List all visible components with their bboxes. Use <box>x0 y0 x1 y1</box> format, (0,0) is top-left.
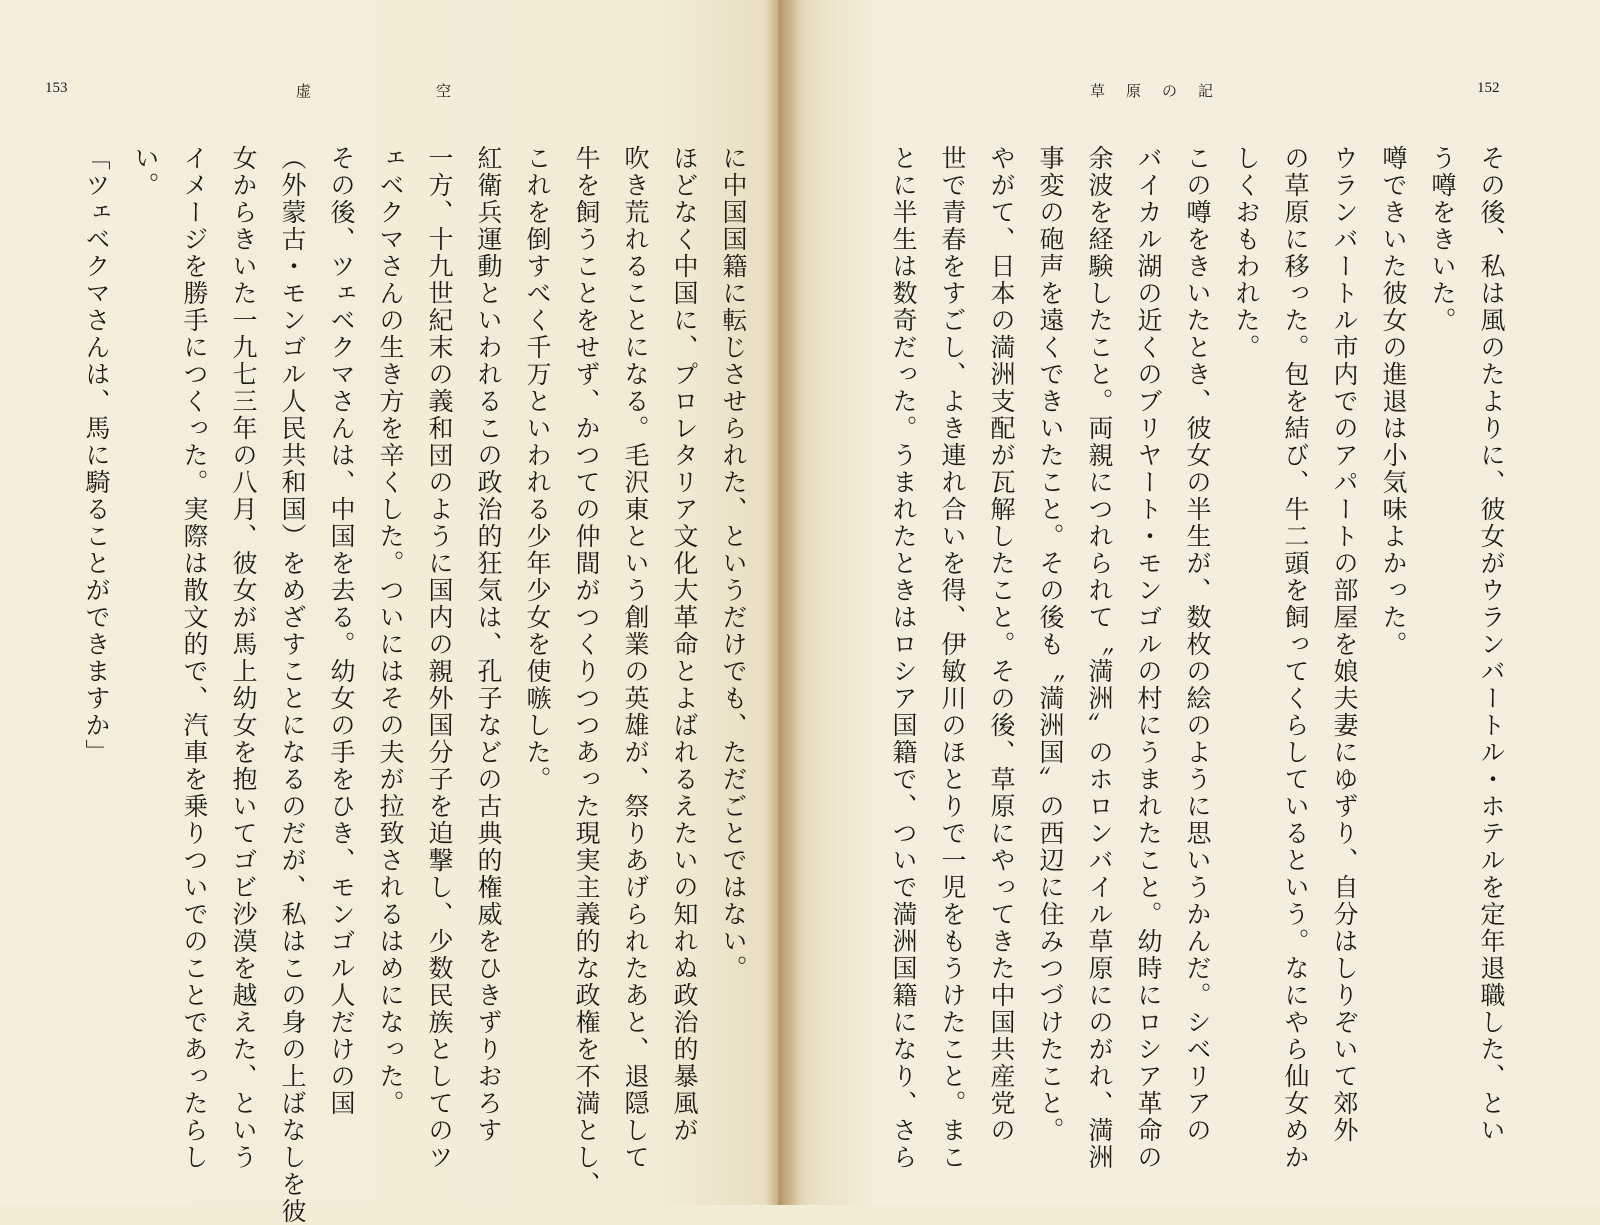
text-line: う噂をきいた。 <box>1428 145 1457 334</box>
text-line: 余波を経験したこと。両親につれられて〝満洲〟のホロンバイル草原にのがれ、満洲 <box>1085 145 1114 1171</box>
text-line: ウランバートル市内でのアパートの部屋を娘夫妻にゆずり、自分はしりぞいて郊外 <box>1330 145 1359 1144</box>
text-line: その後、ツェベクマさんは、中国を去る。幼女の手をひき、モンゴル人だけの国 <box>327 145 356 1117</box>
right-running-title-char-3: の <box>1162 82 1178 100</box>
text-line: い。 <box>131 145 160 199</box>
left-page-body <box>62 145 758 1225</box>
text-line: しくおもわれた。 <box>1232 145 1261 361</box>
text-line: やがて、日本の満洲支配が瓦解したこと。その後、草原にやってきた中国共産党の <box>987 145 1016 1144</box>
right-running-title-char-4: 記 <box>1198 82 1214 100</box>
right-page-body <box>796 145 1516 1175</box>
text-line: 事変の砲声を遠くできいたこと。その後も〝満洲国〟の西辺に住みつづけたこと。 <box>1036 145 1065 1144</box>
text-line: ェベクマさんの生き方を辛くした。ついにはその夫が拉致されるはめになった。 <box>376 145 405 1117</box>
text-line: ほどなく中国に、プロレタリア文化大革命とよばれるえたいの知れぬ政治的暴風が <box>670 145 699 1144</box>
text-line: その後、私は風のたよりに、彼女がウランバートル・ホテルを定年退職した、とい <box>1477 145 1506 1144</box>
text-line: イメージを勝手につくった。実際は散文的で、汽車を乗りついでのことであったらし <box>180 145 209 1171</box>
text-line: 女からきいた一九七三年の八月、彼女が馬上幼女を抱いてゴビ沙漠を越えた、という <box>229 145 258 1171</box>
left-running-title-char-2: 空 <box>436 82 452 100</box>
text-line: とに半生は数奇だった。うまれたときはロシア国籍で、ついで満洲国籍になり、さら <box>889 145 918 1171</box>
right-page-number: 152 <box>1477 80 1500 96</box>
right-running-title-char-1: 草 <box>1090 82 1106 100</box>
text-line: バイカル湖の近くのブリヤート・モンゴルの村にうまれたこと。幼時にロシア革命の <box>1134 145 1163 1171</box>
left-running-title-char-1: 虚 <box>296 82 312 100</box>
text-line: これを倒すべく千万といわれる少年少女を使嗾した。 <box>523 145 552 793</box>
text-line: この噂をきいたとき、彼女の半生が、数枚の絵のように思いうかんだ。シベリアの <box>1183 145 1212 1144</box>
text-line: の草原に移った。包を結び、牛二頭を飼ってくらしているという。なにやら仙女めか <box>1281 145 1310 1171</box>
text-line: 噂できいた彼女の進退は小気味よかった。 <box>1379 145 1408 658</box>
left-page-number: 153 <box>45 80 68 96</box>
right-running-title-char-2: 原 <box>1126 82 1142 100</box>
text-line: （外蒙古・モンゴル人民共和国）をめざすことになるのだが、私はこの身の上ばなしを彼 <box>278 145 307 1225</box>
text-line: 世で青春をすごし、よき連れ合いを得、伊敏川のほとりで一児をもうけたこと。まこ <box>938 145 967 1171</box>
text-line: 紅衛兵運動といわれるこの政治的狂気は、孔子などの古典的権威をひきずりおろす <box>474 145 503 1144</box>
text-line: 一方、十九世紀末の義和団のように国内の親外国分子を迫撃し、少数民族としてのツ <box>425 145 454 1171</box>
text-line: に中国国籍に転じさせられた、というだけでも、ただごとではない。 <box>719 145 748 982</box>
text-line: 牛を飼うことをせず、かつての仲間がつくりつつあった現実主義的な政権を不満とし、 <box>572 145 601 1198</box>
text-line: 吹き荒れることになる。毛沢東という創業の英雄が、祭りあげられたあと、退隠して <box>621 145 650 1171</box>
book-gutter <box>765 0 799 1205</box>
text-line: 「ツェベクマさんは、馬に騎ることができますか」 <box>82 145 111 766</box>
